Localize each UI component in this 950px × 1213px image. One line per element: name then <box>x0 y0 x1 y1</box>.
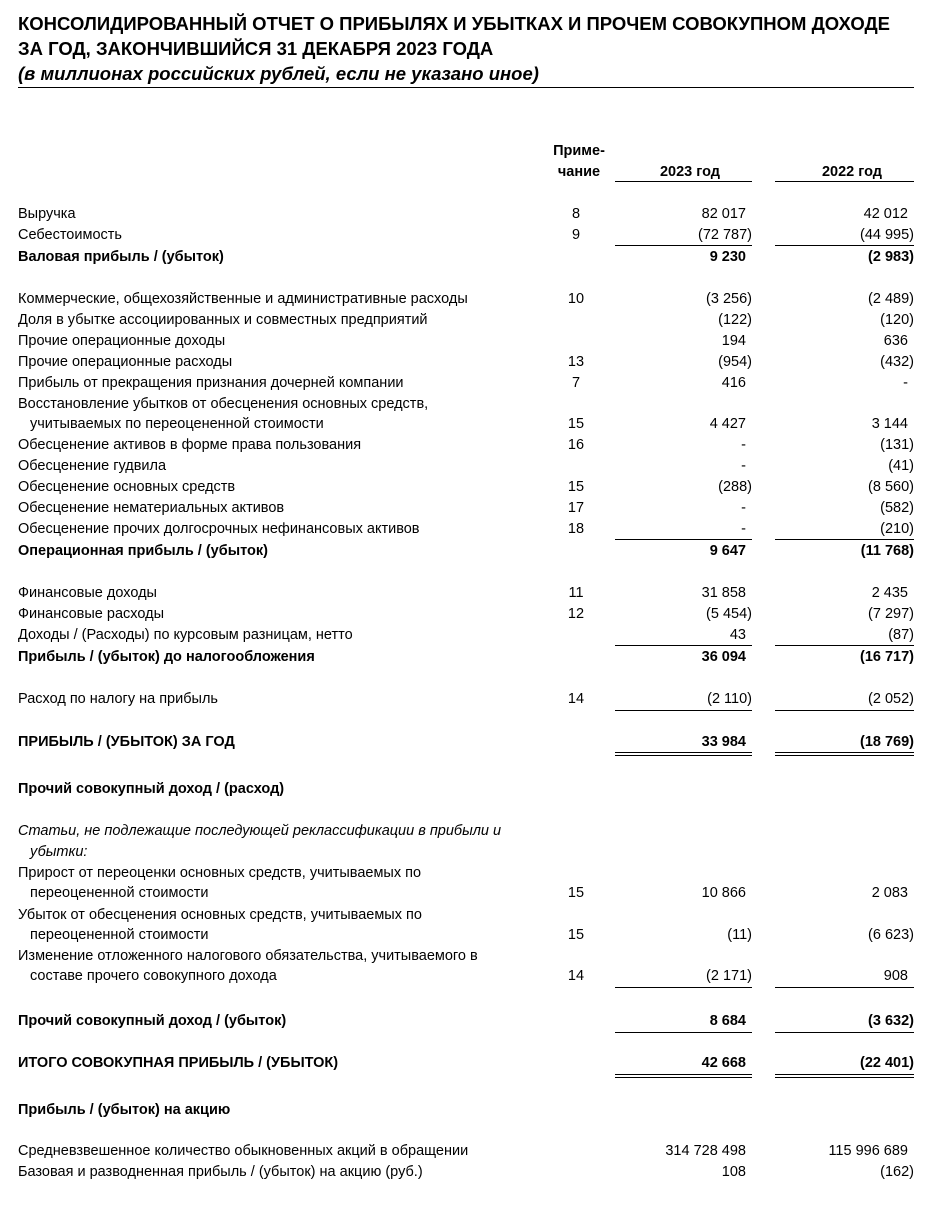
row-value-2022: (7 297) <box>868 606 914 622</box>
row-value-2023: 314 728 498 <box>665 1143 746 1159</box>
row-label: Прирост от переоценки основных средств, учитываемых по <box>18 865 422 881</box>
row-value-2022: (11 768) <box>860 543 914 559</box>
row-value-2022: (131) <box>880 437 914 453</box>
row-value-2023: 9 647 <box>709 543 746 559</box>
row-value-2023: 33 984 <box>701 734 746 750</box>
row-label: Обесценение гудвила <box>18 458 167 474</box>
table-row <box>0 966 950 986</box>
table-row <box>0 519 950 539</box>
table-row <box>0 689 950 709</box>
year-2023-header: 2023 год <box>615 162 752 182</box>
subtotal-rule <box>775 1032 914 1033</box>
table-row <box>0 310 950 330</box>
row-value-2022: 115 996 689 <box>828 1143 908 1159</box>
row-value-2022: (3 632) <box>868 1013 914 1029</box>
note-column-header-line-1: Приме- <box>553 143 605 159</box>
row-label: Обесценение основных средств <box>18 479 236 495</box>
table-row <box>0 435 950 455</box>
table-row <box>0 289 950 309</box>
row-note: 11 <box>568 585 584 601</box>
row-label: Прочие операционные доходы <box>18 333 226 349</box>
row-note: 12 <box>567 606 585 622</box>
row-label: Восстановление убытков от обесценения основных средств, <box>18 396 429 412</box>
subtotal-rule <box>615 710 752 711</box>
row-label: ПРИБЫЛЬ / (УБЫТОК) ЗА ГОД <box>18 734 235 750</box>
row-label: Убыток от обесценения основных средств, учитываемых по <box>18 907 422 923</box>
table-row <box>0 414 950 434</box>
report-units-note: (в миллионах российских рублей, если не указано иное) <box>18 63 539 84</box>
row-label: Расход по налогу на прибыль <box>18 691 218 707</box>
report-title-line-2: ЗА ГОД, ЗАКОНЧИВШИЙСЯ 31 ДЕКАБРЯ 2023 ГОДА <box>18 38 494 59</box>
subtotal-rule <box>775 245 914 246</box>
table-row <box>0 247 950 267</box>
row-value-2022: 636 <box>883 333 908 349</box>
row-value-2022: 2 435 <box>871 585 908 601</box>
table-row <box>0 883 950 903</box>
report-title-line-1: КОНСОЛИДИРОВАННЫЙ ОТЧЕТ О ПРИБЫЛЯХ И УБЫТКАХ И ПРОЧЕМ СОВОКУПНОМ ДОХОДЕ <box>18 13 890 34</box>
row-label: Себестоимость <box>18 227 122 243</box>
subsection-heading <box>0 821 950 841</box>
row-value-2022: (44 995) <box>859 227 914 243</box>
row-label: Изменение отложенного налогового обязательства, учитываемого в <box>18 948 478 964</box>
table-row <box>0 541 950 561</box>
note-column-header-line-2: чание <box>557 164 601 180</box>
table-row <box>0 352 950 372</box>
row-label: Коммерческие, общехозяйственные и административные расходы <box>18 291 468 307</box>
table-row <box>0 204 950 224</box>
row-label: учитываемых по переоцененной стоимости <box>30 416 324 432</box>
row-value-2023: 10 866 <box>701 885 746 901</box>
row-value-2022: 2 083 <box>871 885 908 901</box>
row-value-2022: (41) <box>888 458 914 474</box>
row-note: 15 <box>567 416 585 432</box>
table-row <box>0 905 950 925</box>
row-value-2023: (5 454) <box>706 606 752 622</box>
table-row <box>0 1141 950 1161</box>
subtotal-rule <box>775 645 914 646</box>
total-double-rule <box>615 1074 752 1078</box>
row-value-2023: (2 110) <box>707 691 752 707</box>
table-row <box>0 373 950 393</box>
subtotal-rule <box>775 539 914 540</box>
subtotal-rule <box>775 710 914 711</box>
subtotal-rule <box>615 987 752 988</box>
subtotal-rule <box>775 987 914 988</box>
row-note: 17 <box>567 500 585 516</box>
row-value-2022: (582) <box>880 500 914 516</box>
row-label: Средневзвешенное количество обыкновенных акций в обращении <box>18 1143 469 1159</box>
row-label: составе прочего совокупного дохода <box>30 968 277 984</box>
row-value-2022: (2 983) <box>868 249 914 265</box>
row-label: Прочие операционные расходы <box>18 354 233 370</box>
row-label: Обесценение нематериальных активов <box>18 500 285 516</box>
row-note: 14 <box>567 691 585 707</box>
title-divider <box>18 87 914 88</box>
row-value-2022: 3 144 <box>871 416 908 432</box>
row-label: Выручка <box>18 206 76 222</box>
row-value-2023: - <box>741 458 746 474</box>
row-value-2023: - <box>741 500 746 516</box>
row-label: Доля в убытке ассоциированных и совместных предприятий <box>18 312 428 328</box>
table-row <box>0 863 950 883</box>
row-value-2022: (87) <box>888 627 914 643</box>
row-value-2023: (3 256) <box>706 291 752 307</box>
table-row <box>0 604 950 624</box>
row-value-2023: - <box>741 521 746 537</box>
row-value-2022: (18 769) <box>859 734 914 750</box>
row-label: ИТОГО СОВОКУПНАЯ ПРИБЫЛЬ / (УБЫТОК) <box>18 1055 339 1071</box>
total-double-rule <box>775 1074 914 1078</box>
table-row <box>0 925 950 945</box>
table-row <box>0 732 950 752</box>
row-label: Обесценение активов в форме права пользования <box>18 437 362 453</box>
year-2022-header: 2022 год <box>775 162 914 182</box>
row-label: Валовая прибыль / (убыток) <box>18 249 224 265</box>
row-value-2022: (2 489) <box>868 291 914 307</box>
row-label: Финансовые расходы <box>18 606 164 622</box>
row-note: 18 <box>567 521 585 537</box>
table-row <box>0 647 950 667</box>
row-label: Финансовые доходы <box>18 585 157 601</box>
row-note: 14 <box>567 968 585 984</box>
row-note: 10 <box>567 291 585 307</box>
subtotal-rule <box>615 539 752 540</box>
table-row <box>0 331 950 351</box>
row-value-2023: 42 668 <box>701 1055 746 1071</box>
row-value-2022: - <box>903 375 908 391</box>
table-row <box>0 1053 950 1073</box>
table-row <box>0 477 950 497</box>
subtotal-rule <box>615 245 752 246</box>
row-label: убытки: <box>30 844 88 860</box>
row-label: Прочий совокупный доход / (убыток) <box>18 1013 287 1029</box>
row-label: Прибыль от прекращения признания дочерней компании <box>18 375 404 391</box>
section-heading <box>0 1100 950 1120</box>
table-row <box>0 498 950 518</box>
row-note: 9 <box>571 227 581 243</box>
total-double-rule <box>775 752 914 756</box>
row-value-2023: 8 684 <box>709 1013 746 1029</box>
row-value-2023: (72 787) <box>697 227 752 243</box>
row-note: 13 <box>567 354 585 370</box>
row-note: 15 <box>567 927 585 943</box>
row-label: переоцененной стоимости <box>30 927 209 943</box>
table-row <box>0 583 950 603</box>
table-row <box>0 1011 950 1031</box>
subtotal-rule <box>615 1032 752 1033</box>
row-label: Базовая и разводненная прибыль / (убыток) на акцию (руб.) <box>18 1164 423 1180</box>
row-value-2023: (2 171) <box>706 968 752 984</box>
row-value-2023: (122) <box>718 312 752 328</box>
row-value-2023: 416 <box>721 375 746 391</box>
table-row <box>0 456 950 476</box>
table-row <box>0 394 950 414</box>
row-value-2023: 31 858 <box>701 585 746 601</box>
row-label: Прибыль / (убыток) на акцию <box>18 1102 231 1118</box>
row-value-2022: (432) <box>880 354 914 370</box>
row-value-2023: 82 017 <box>701 206 746 222</box>
row-value-2023: (11) <box>727 927 752 943</box>
row-value-2023: 36 094 <box>701 649 746 665</box>
subtotal-rule <box>615 645 752 646</box>
table-row <box>0 625 950 645</box>
row-note: 7 <box>571 375 581 391</box>
row-value-2023: - <box>741 437 746 453</box>
row-value-2022: (8 560) <box>868 479 914 495</box>
row-note: 16 <box>567 437 585 453</box>
row-value-2022: 908 <box>883 968 908 984</box>
row-note: 15 <box>567 479 585 495</box>
total-double-rule <box>615 752 752 756</box>
row-label: Доходы / (Расходы) по курсовым разницам, нетто <box>18 627 353 643</box>
row-value-2023: 4 427 <box>709 416 746 432</box>
row-note: 15 <box>567 885 585 901</box>
row-value-2022: (162) <box>880 1164 914 1180</box>
table-row <box>0 225 950 245</box>
row-label: Прибыль / (убыток) до налогообложения <box>18 649 315 665</box>
subsection-heading <box>0 842 950 862</box>
row-note: 8 <box>571 206 581 222</box>
row-label: Прочий совокупный доход / (расход) <box>18 781 285 797</box>
row-value-2023: (288) <box>718 479 752 495</box>
row-value-2022: (16 717) <box>859 649 914 665</box>
row-value-2022: (22 401) <box>859 1055 914 1071</box>
row-value-2023: 9 230 <box>709 249 746 265</box>
row-label: Статьи, не подлежащие последующей реклассификации в прибыли и <box>18 823 502 839</box>
row-value-2023: 194 <box>721 333 746 349</box>
row-value-2023: 43 <box>729 627 746 643</box>
row-value-2022: (120) <box>880 312 914 328</box>
row-label: переоцененной стоимости <box>30 885 209 901</box>
table-row <box>0 1162 950 1182</box>
row-value-2022: (2 052) <box>868 691 914 707</box>
row-value-2022: 42 012 <box>863 206 908 222</box>
row-label: Операционная прибыль / (убыток) <box>18 543 268 559</box>
row-label: Обесценение прочих долгосрочных нефинансовых активов <box>18 521 420 537</box>
section-heading <box>0 779 950 799</box>
row-value-2022: (210) <box>880 521 914 537</box>
row-value-2022: (6 623) <box>868 927 914 943</box>
table-row <box>0 946 950 966</box>
row-value-2023: (954) <box>718 354 752 370</box>
row-value-2023: 108 <box>721 1164 746 1180</box>
